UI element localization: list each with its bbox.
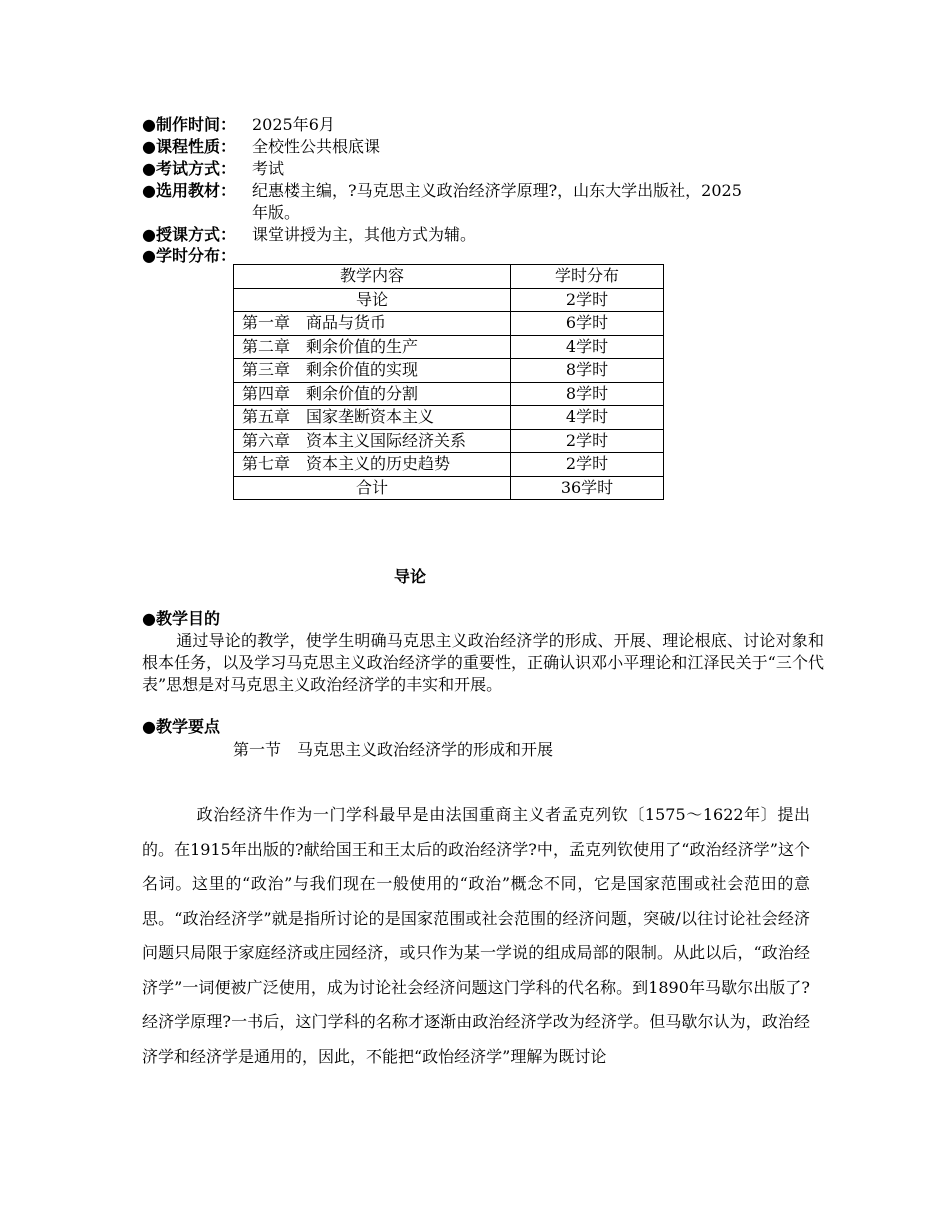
chapter-title: 导论 [393,567,426,586]
section-title: 第一节 马克思主义政治经济学的形成和开展 [233,740,554,759]
goal-text: 通过导论的教学，使学生明确马克思主义政治经济学的形成、开展、理论根底、讨论对象和根本任务，以及学习马克思主义政治经济学的重要性，正确认识邓小平理论和江泽民关于“三个代表”思想是对马克思主义政治经济学的丰实和开展。 [142,631,824,694]
meta-label: ●制作时间： [142,115,236,134]
table-cell-content: 第六章 资本主义国际经济关系 [234,429,511,453]
table-row [234,335,664,359]
table-row [234,476,664,500]
table-cell-hours: 36学时 [511,476,664,500]
table-cell-hours: 8学时 [511,382,664,406]
table-row [234,288,664,312]
table-cell-hours: 2学时 [511,288,664,312]
table-cell-hours: 6学时 [511,312,664,336]
meta-value: 2025年6月 [252,115,335,134]
table-header-row [234,265,664,289]
table-cell-content: 导论 [234,288,511,312]
meta-label: ●选用教材： [142,181,236,200]
table-row [234,429,664,453]
meta-value: 考试 [252,159,285,178]
meta-label: ●考试方式： [142,159,236,178]
table-row [234,453,664,477]
table-cell-content: 第七章 资本主义的历史趋势 [234,453,511,477]
meta-course-nature [142,136,381,158]
goal-heading: ●教学目的 [142,609,220,628]
body-paragraph [142,798,810,1074]
table-cell-hours: 4学时 [511,406,664,430]
table-row [234,382,664,406]
meta-value: 课堂讲授为主，其他方式为辅。 [252,225,477,244]
hours-table [233,264,664,500]
table-row [234,312,664,336]
table-cell-hours: 4学时 [511,335,664,359]
meta-production-time [142,114,335,136]
table-row [234,359,664,383]
meta-value: 纪惠楼主编，?马克思主义政治经济学原理?，山东大学出版社，2025 [252,181,742,200]
table-cell-hours: 2学时 [511,429,664,453]
meta-textbook [142,180,742,202]
table-cell-content: 第一章 商品与货币 [234,312,511,336]
table-cell-content: 第三章 剩余价值的实现 [234,359,511,383]
meta-label: ●课程性质： [142,137,236,156]
meta-value: 全校性公共根底课 [252,137,381,156]
meta-label: ●学时分布： [142,246,236,265]
meta-exam-method [142,158,285,180]
table-cell-hours: 2学时 [511,453,664,477]
meta-value-cont: 年版。 [252,203,301,222]
table-row [234,406,664,430]
meta-label: ●授课方式： [142,225,236,244]
points-heading: ●教学要点 [142,717,220,736]
table-header: 教学内容 [234,265,511,289]
table-header: 学时分布 [511,265,664,289]
table-cell-content: 第二章 剩余价值的生产 [234,335,511,359]
table-cell-content: 第四章 剩余价值的分割 [234,382,511,406]
meta-hours-distribution [142,245,236,267]
table-cell-content: 合计 [234,476,511,500]
meta-teaching-method [142,224,477,246]
body-text: 政治经济牛作为一门学科最早是由法国重商主义者孟克列钦〔1575～1622年〕提出的。在1915年出版的?献给国王和王太后的政治经济学?中，孟克列钦使用了“政治经济学”这个名词。这里的“政治”与我们现在一般使用的“政治”概念不同，它是国家范围或社会范田的意思。“政治经济学”就是指所讨论的是国家范围或社会范围的经济问题，突破/以往讨论社会经济问题只局限于家庭经济或庄园经济，或只作为某一学说的组成局部的限制。从此以后，“政治经济学”一词便被广泛使用，成为讨论社会经济问题这门学科的代名称。到1890年马歇尔出版了?经济学原理?一书后，这门学科的名称才逐渐由政治经济学改为经济学。但马歇尔认为，政治经济学和经济学是通用的，因此，不能把“政怡经济学”理解为既讨论 [142,805,810,1066]
table-cell-content: 第五章 国家垄断资本主义 [234,406,511,430]
table-cell-hours: 8学时 [511,359,664,383]
goal-paragraph [142,630,824,696]
